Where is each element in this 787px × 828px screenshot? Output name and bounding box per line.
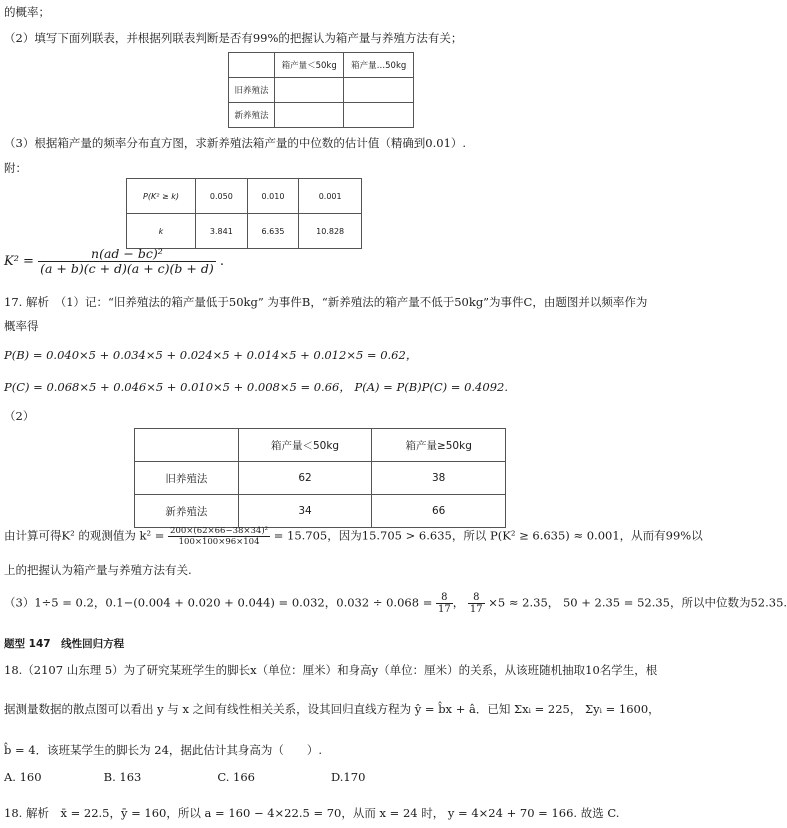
solution-18: 18. 解析 x̄ = 22.5，ȳ = 160，所以 a = 160 − 4×22.5 = 70，从而 x = 24 时， y = 4×24 + 70 = 166. 故选 C. bbox=[4, 806, 620, 820]
probability-c: P(C) = 0.068×5 + 0.046×5 + 0.010×5 + 0.008×5 = 0.66， P(A) = P(B)P(C) = 0.4092. bbox=[4, 380, 508, 394]
table-header: 箱产量＜50kg bbox=[238, 429, 372, 462]
formula-denominator: (a + b)(c + d)(a + c)(b + d) bbox=[40, 261, 214, 276]
formula-lhs: K² = bbox=[4, 254, 34, 269]
row-label: 旧养殖法 bbox=[229, 78, 275, 103]
question-18-end: b̂ = 4．该班某学生的脚长为 24，据此估计其身高为（ ）. bbox=[4, 743, 323, 757]
question-18: 18.（2107 山东理 5）为了研究某班学生的脚长x（单位：厘米）和身高y（单位：厘米）的关系，从该班随机抽取10名学生，根 bbox=[4, 663, 658, 677]
contingency-table-filled bbox=[134, 428, 506, 528]
table-header: P(K² ≥ k) bbox=[127, 179, 196, 214]
formula-fraction bbox=[38, 247, 216, 276]
critical-value-table bbox=[126, 178, 362, 249]
table-cell bbox=[344, 78, 414, 103]
table-header: 箱产量＜50kg bbox=[274, 53, 344, 78]
table-cell: 0.001 bbox=[299, 179, 362, 214]
row-label: 新养殖法 bbox=[229, 103, 275, 128]
choice-d: D.170 bbox=[330, 770, 366, 784]
table-header: 箱产量…50kg bbox=[344, 53, 414, 78]
table-cell: 34 bbox=[238, 495, 372, 528]
table-cell bbox=[229, 53, 275, 78]
median-fraction-2 bbox=[468, 592, 485, 615]
fraction-numerator: 8 bbox=[436, 592, 453, 604]
choice-b: B. 163 bbox=[103, 770, 142, 784]
solution-17-intro-cont: 概率得 bbox=[4, 319, 39, 333]
solution-part-2: （2） bbox=[4, 409, 35, 423]
contingency-table-blank bbox=[228, 52, 414, 128]
table-header: k bbox=[127, 214, 196, 249]
calc-denominator: 100×100×96×104 bbox=[178, 537, 260, 547]
solution-17-intro: 17. 解析 （1）记：“旧养殖法的箱产量低于50kg” 为事件B，“新养殖法的箱产量不低于50kg”为事件C，由题图并以频率作为 bbox=[4, 295, 648, 309]
calc-suffix: = 15.705，因为15.705 > 6.635，所以 P(K² ≥ 6.635) ≈ 0.001，从而有99%以 bbox=[273, 528, 703, 543]
table-cell bbox=[135, 429, 239, 462]
formula-numerator: n(ad − bc)² bbox=[38, 247, 216, 262]
formula-end: . bbox=[219, 254, 224, 269]
appendix-label: 附： bbox=[4, 161, 27, 175]
solution-part-3 bbox=[4, 592, 787, 615]
question-18-cont: 据测量数据的散点图可以看出 y 与 x 之间有线性相关关系，设其回归直线方程为 ŷ = b̂x + â．已知 Σxᵢ = 225， Σyᵢ = 1600， bbox=[4, 702, 660, 716]
table-cell: 66 bbox=[372, 495, 506, 528]
topic-heading: 题型 147 线性回归方程 bbox=[4, 638, 125, 650]
median-calc-prefix: （3）1÷5 = 0.2，0.1−(0.004 + 0.020 + 0.044) = 0.032，0.032 ÷ 0.068 = bbox=[4, 595, 433, 610]
table-cell: 62 bbox=[238, 462, 372, 495]
chi-square-calc bbox=[4, 526, 703, 547]
row-label: 旧养殖法 bbox=[135, 462, 239, 495]
fraction-denominator: 17 bbox=[438, 604, 451, 615]
table-cell: 3.841 bbox=[196, 214, 248, 249]
calc-prefix: 由计算可得K² 的观测值为 k² = bbox=[4, 528, 165, 543]
question-2: （2）填写下面列联表，并根据列联表判断是否有99%的把握认为箱产量与养殖方法有关； bbox=[4, 31, 463, 45]
chi-square-conclusion: 上的把握认为箱产量与养殖方法有关. bbox=[4, 563, 192, 577]
calc-numerator: 200×(62×66−38×34)² bbox=[170, 526, 269, 536]
table-header: 箱产量≥50kg bbox=[372, 429, 506, 462]
table-cell: 38 bbox=[372, 462, 506, 495]
calc-fraction bbox=[168, 526, 270, 547]
table-cell bbox=[274, 103, 344, 128]
line-probability: 的概率； bbox=[4, 5, 50, 19]
table-cell: 10.828 bbox=[299, 214, 362, 249]
answer-choices bbox=[4, 770, 365, 784]
fraction-numerator: 8 bbox=[468, 592, 485, 604]
median-calc-suffix: ×5 ≈ 2.35， 50 + 2.35 = 52.35，所以中位数为52.35. bbox=[488, 595, 787, 610]
row-label: 新养殖法 bbox=[135, 495, 239, 528]
table-cell: 0.010 bbox=[247, 179, 299, 214]
table-cell: 6.635 bbox=[247, 214, 299, 249]
table-cell bbox=[344, 103, 414, 128]
question-3: （3）根据箱产量的频率分布直方图，求新养殖法箱产量的中位数的估计值（精确到0.01）. bbox=[4, 136, 467, 150]
choice-a: A. 160 bbox=[4, 770, 42, 784]
table-cell bbox=[274, 78, 344, 103]
table-cell: 0.050 bbox=[196, 179, 248, 214]
probability-b: P(B) = 0.040×5 + 0.034×5 + 0.024×5 + 0.014×5 + 0.012×5 = 0.62， bbox=[4, 348, 418, 362]
k-squared-formula bbox=[4, 247, 224, 276]
median-fraction-1 bbox=[436, 592, 453, 615]
choice-c: C. 166 bbox=[217, 770, 255, 784]
separator: ， bbox=[452, 595, 465, 610]
fraction-denominator: 17 bbox=[469, 604, 483, 615]
